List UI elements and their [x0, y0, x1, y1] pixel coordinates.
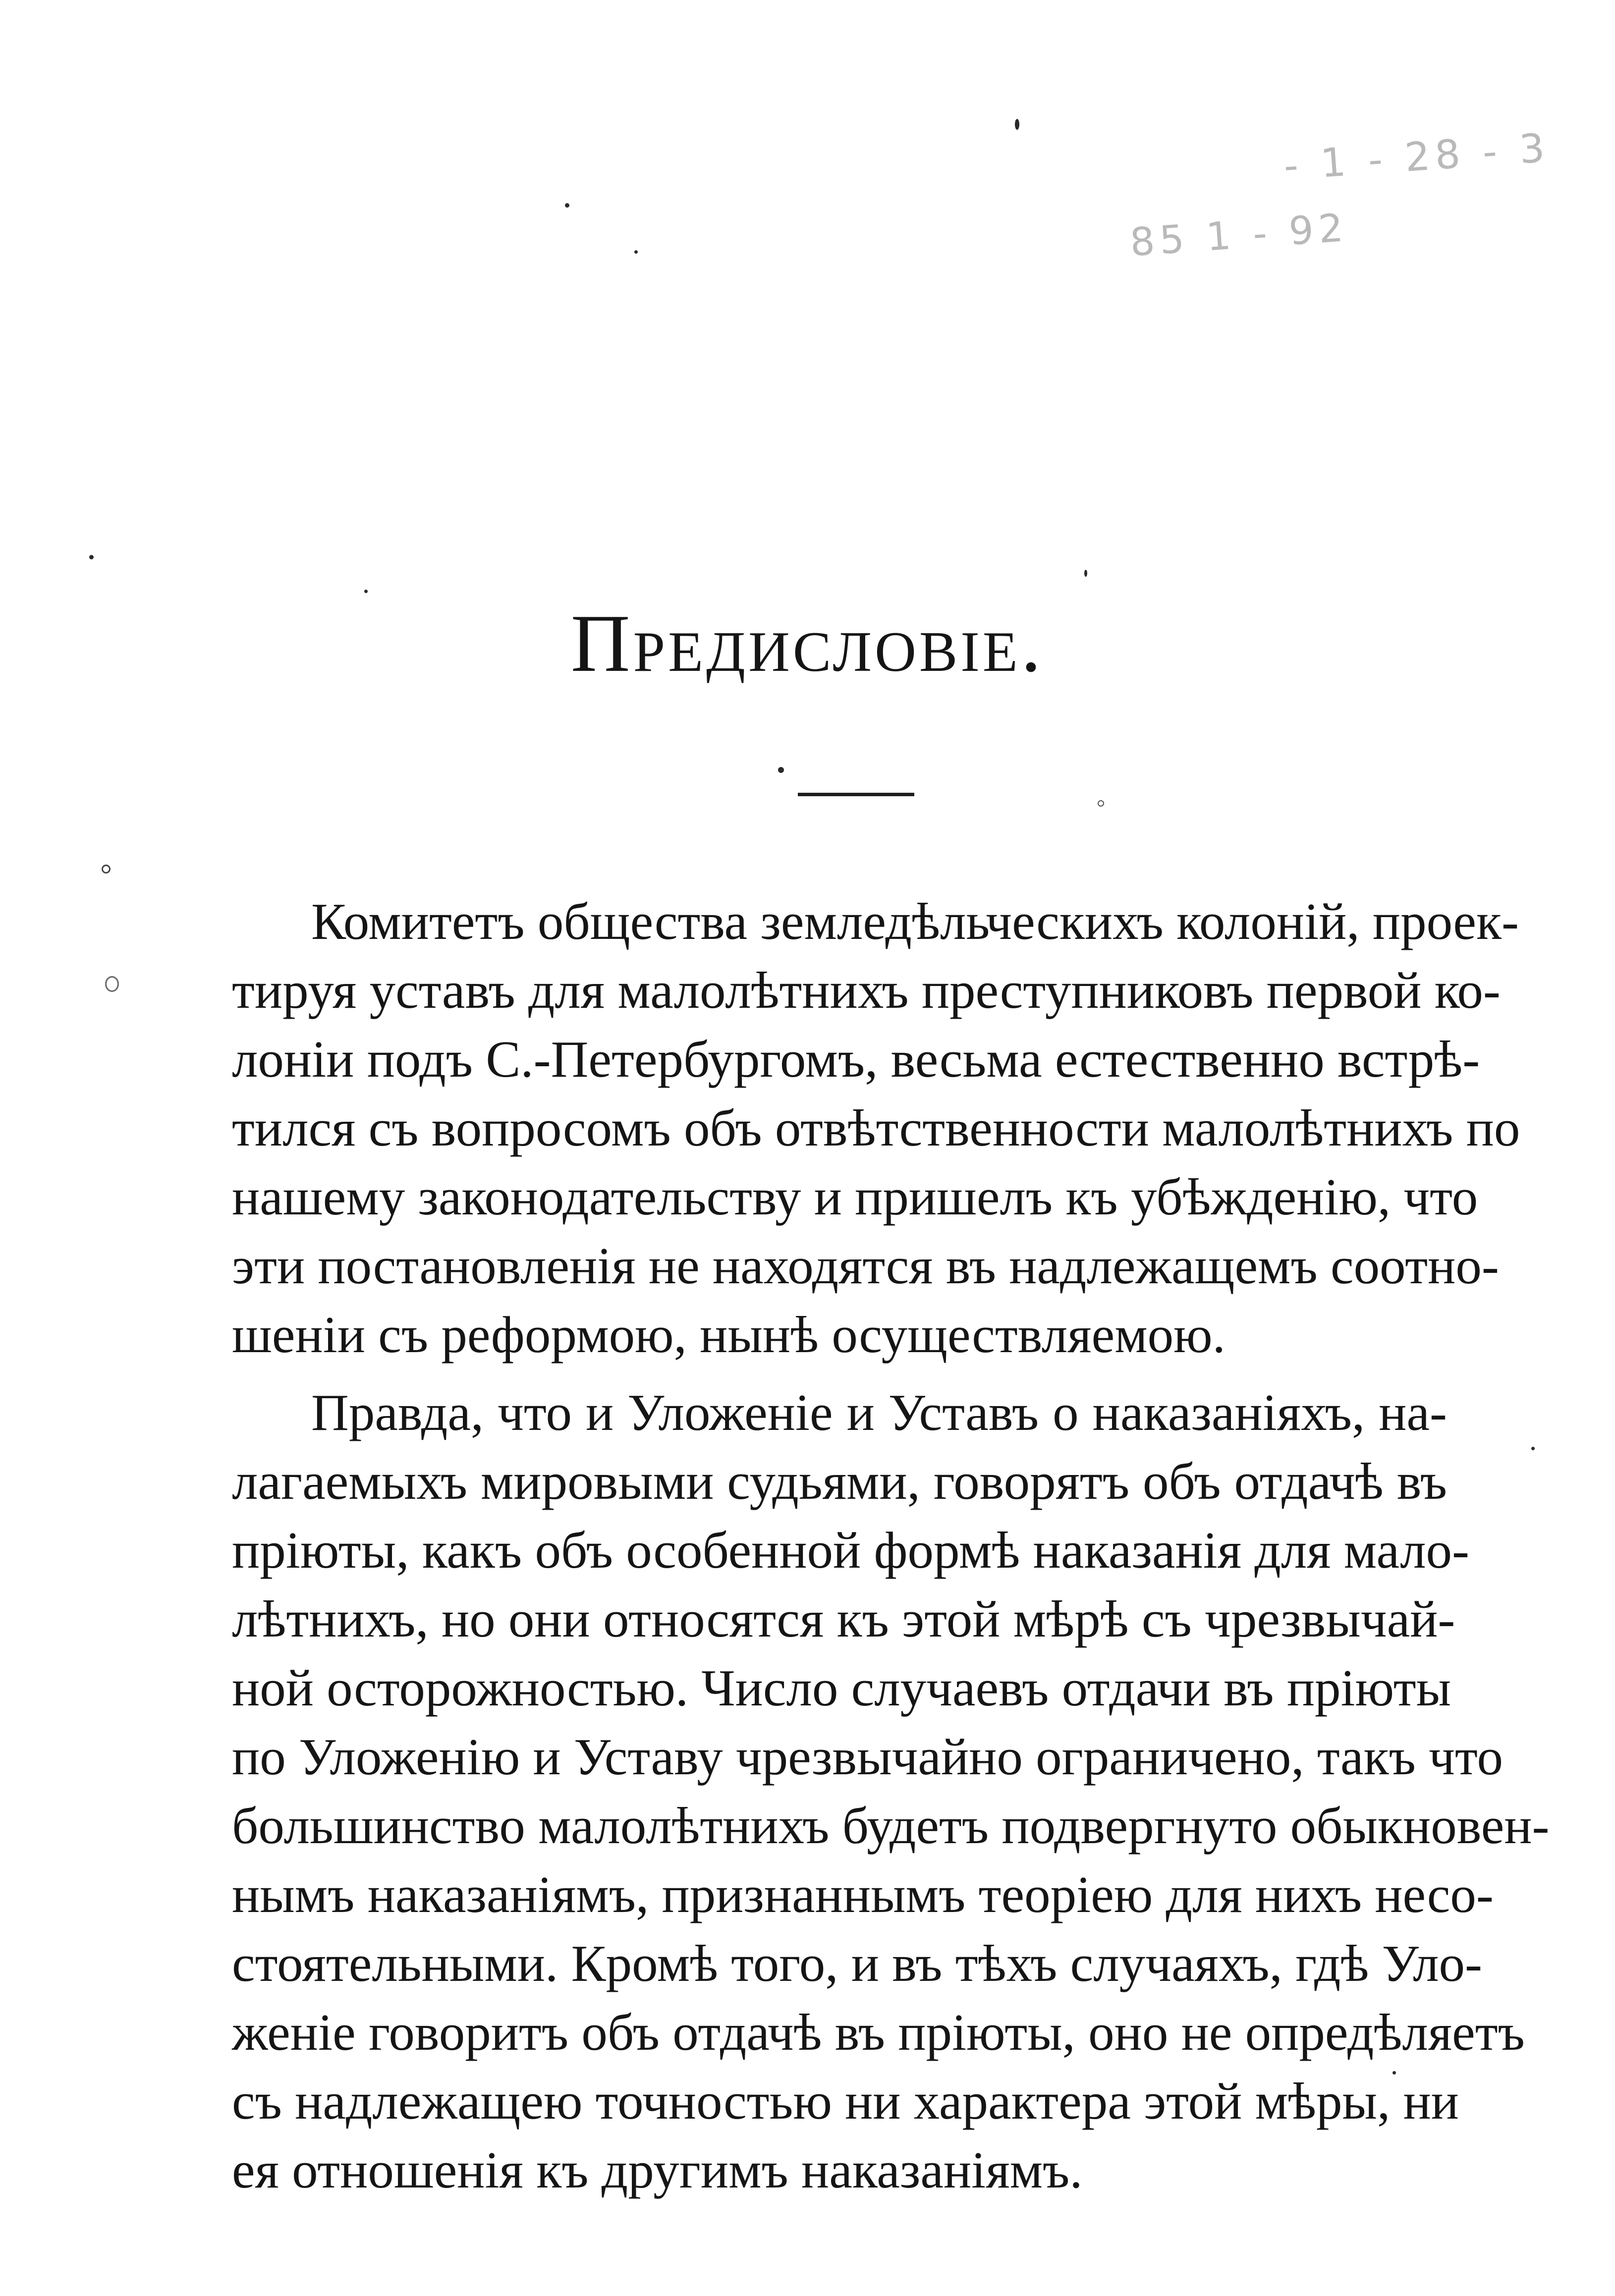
paragraph-gap [232, 1369, 1447, 1378]
speck [102, 865, 111, 874]
paragraph-1 [232, 887, 1520, 1369]
text-line: тируя уставъ для малолѣтнихъ преступниковъ первой ко- [232, 961, 1501, 1019]
text-line: нымъ наказаніямъ, признаннымъ теоріею для нихъ несо- [232, 1865, 1494, 1923]
text-line: шеніи съ реформою, нынѣ осуществляемою. [232, 1306, 1225, 1364]
text-line: пріюты, какъ объ особенной формѣ наказанія для мало- [232, 1521, 1469, 1579]
pencil-mark-top: - 1 - 28 - 3 [1282, 124, 1551, 189]
speck [364, 590, 368, 593]
text-line: стоятельными. Кромѣ того, и въ тѣхъ случаяхъ, гдѣ Уло- [232, 1934, 1483, 1992]
heading-rule [798, 793, 914, 796]
text-line: нашему законодательству и пришелъ къ убѣжденію, что [232, 1168, 1478, 1226]
text-line: съ надлежащею точностью ни характера этой мѣры, ни [232, 2072, 1459, 2130]
text-line: тился съ вопросомъ объ отвѣтственности малолѣтнихъ по [232, 1099, 1520, 1157]
speck [1098, 800, 1104, 807]
text-line: лоніи подъ С.-Петербургомъ, весьма естественно встрѣ- [232, 1030, 1480, 1088]
text-line: женіе говоритъ объ отдачѣ въ пріюты, оно не опредѣляетъ [232, 2003, 1525, 2061]
text-line: Правда, что и Уложеніе и Уставъ о наказаніяхъ, на- [311, 1383, 1447, 1441]
text-line: Комитетъ общества земледѣльческихъ колоній, проек- [311, 892, 1519, 950]
speck [1084, 570, 1087, 577]
speck [105, 976, 119, 992]
text-line: лѣтнихъ, но они относятся къ этой мѣрѣ съ чрезвычай- [232, 1590, 1455, 1648]
speck [1531, 1447, 1535, 1450]
speck [1015, 119, 1019, 130]
body-text [232, 887, 1550, 2204]
pencil-mark-second: 85 1 - 92 [1128, 205, 1350, 266]
text-line: лагаемыхъ мировыми судьями, говорятъ объ отдачѣ въ [232, 1452, 1447, 1510]
speck [634, 250, 638, 254]
text-line: эти постановленія не находятся въ надлежащемъ соотно- [232, 1237, 1499, 1295]
page-title: Предисловіе. [570, 598, 1045, 689]
paragraph-2 [232, 1378, 1550, 2204]
speck [89, 555, 94, 559]
speck [778, 767, 784, 773]
text-line: ея отношенія къ другимъ наказаніямъ. [232, 2141, 1083, 2199]
text-line: большинство малолѣтнихъ будетъ подвергнуто обыкновен- [232, 1797, 1550, 1855]
text-line: по Уложенію и Уставу чрезвычайно ограничено, такъ что [232, 1728, 1503, 1786]
speck [565, 203, 569, 208]
text-line: ной осторожностью. Число случаевъ отдачи въ пріюты [232, 1659, 1451, 1717]
